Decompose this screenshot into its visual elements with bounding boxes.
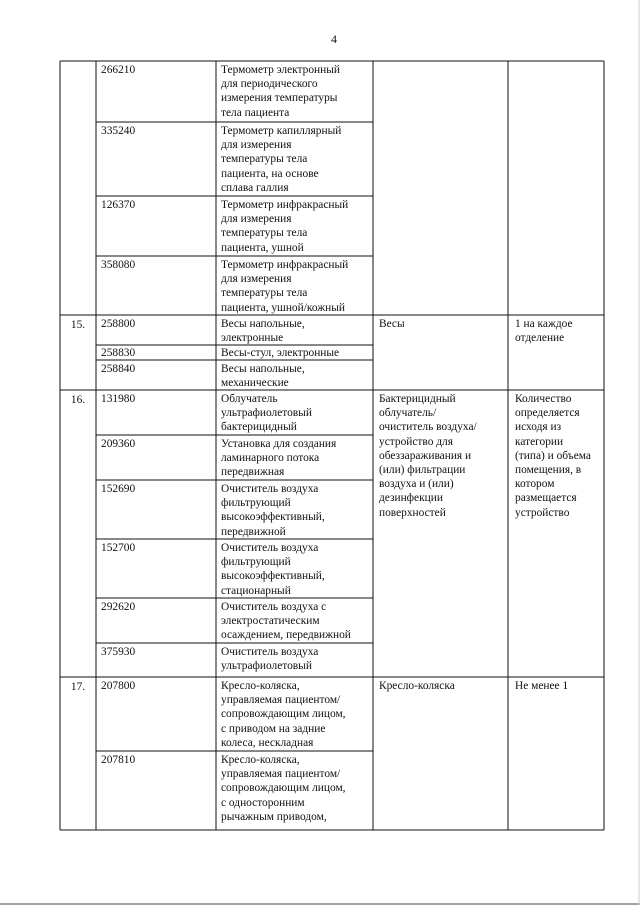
item-code: 266210 xyxy=(101,64,136,76)
item-description: Очиститель воздуха фильтрующий высокоэффективный, передвижной xyxy=(221,483,325,538)
group-name: Кресло-коляска xyxy=(379,680,455,692)
item-code: 126370 xyxy=(101,199,136,211)
group-name: Бактерицидный облучатель/ очиститель воздуха/ устройство для обеззараживания и (или) фильтрации воздуха и (или) дезинфекции поверхностей xyxy=(379,393,477,519)
item-code: 209360 xyxy=(101,438,136,450)
item-description: Весы напольные, электронные xyxy=(221,318,305,345)
item-description: Кресло-коляска, управляемая пациентом/ сопровождающим лицом, с односторонним рычажным приводом, xyxy=(221,754,346,823)
group-quantity: 1 на каждое отделение xyxy=(515,318,573,345)
item-description: Весы напольные, механические xyxy=(221,363,305,390)
item-description: Термометр капиллярный для измерения температуры тела пациента, на основе сплава галлия xyxy=(221,125,342,194)
item-code: 207800 xyxy=(101,680,136,692)
item-code: 258800 xyxy=(101,318,136,330)
item-description: Облучатель ультрафиолетовый бактерицидный xyxy=(221,393,312,434)
item-description: Очиститель воздуха ультрафиолетовый xyxy=(221,646,319,673)
item-description: Установка для создания ламинарного потока передвижная xyxy=(221,438,337,479)
group-name: Весы xyxy=(379,318,405,330)
item-description: Термометр инфракрасный для измерения температуры тела пациента, ушной/кожный xyxy=(221,259,349,314)
item-code: 258840 xyxy=(101,363,136,375)
item-description: Очиститель воздуха с электростатическим осаждением, передвижной xyxy=(221,601,351,642)
item-description: Очиститель воздуха фильтрующий высокоэффективный, стационарный xyxy=(221,542,325,597)
group-number: 15. xyxy=(70,319,86,331)
item-code: 375930 xyxy=(101,646,136,658)
item-code: 207810 xyxy=(101,754,136,766)
group-number: 16. xyxy=(70,394,86,406)
item-code: 292620 xyxy=(101,601,136,613)
item-description: Термометр электронный для периодического измерения температуры тела пациента xyxy=(221,64,340,119)
item-description: Термометр инфракрасный для измерения температуры тела пациента, ушной xyxy=(221,199,349,254)
item-code: 131980 xyxy=(101,393,136,405)
item-code: 358080 xyxy=(101,259,136,271)
group-quantity: Не менее 1 xyxy=(515,680,569,692)
item-description: Кресло-коляска, управляемая пациентом/ сопровождающим лицом, с приводом на задние колеса, нескладная xyxy=(221,680,346,749)
item-code: 258830 xyxy=(101,347,136,359)
item-code: 152700 xyxy=(101,542,136,554)
item-description: Весы-стул, электронные xyxy=(221,347,340,359)
item-code: 152690 xyxy=(101,483,136,495)
group-quantity: Количество определяется исходя из категории (типа) и объема помещения, в котором размещается устройство xyxy=(515,393,591,519)
group-number: 17. xyxy=(70,681,86,693)
page-number: 4 xyxy=(331,32,337,46)
item-code: 335240 xyxy=(101,125,136,137)
